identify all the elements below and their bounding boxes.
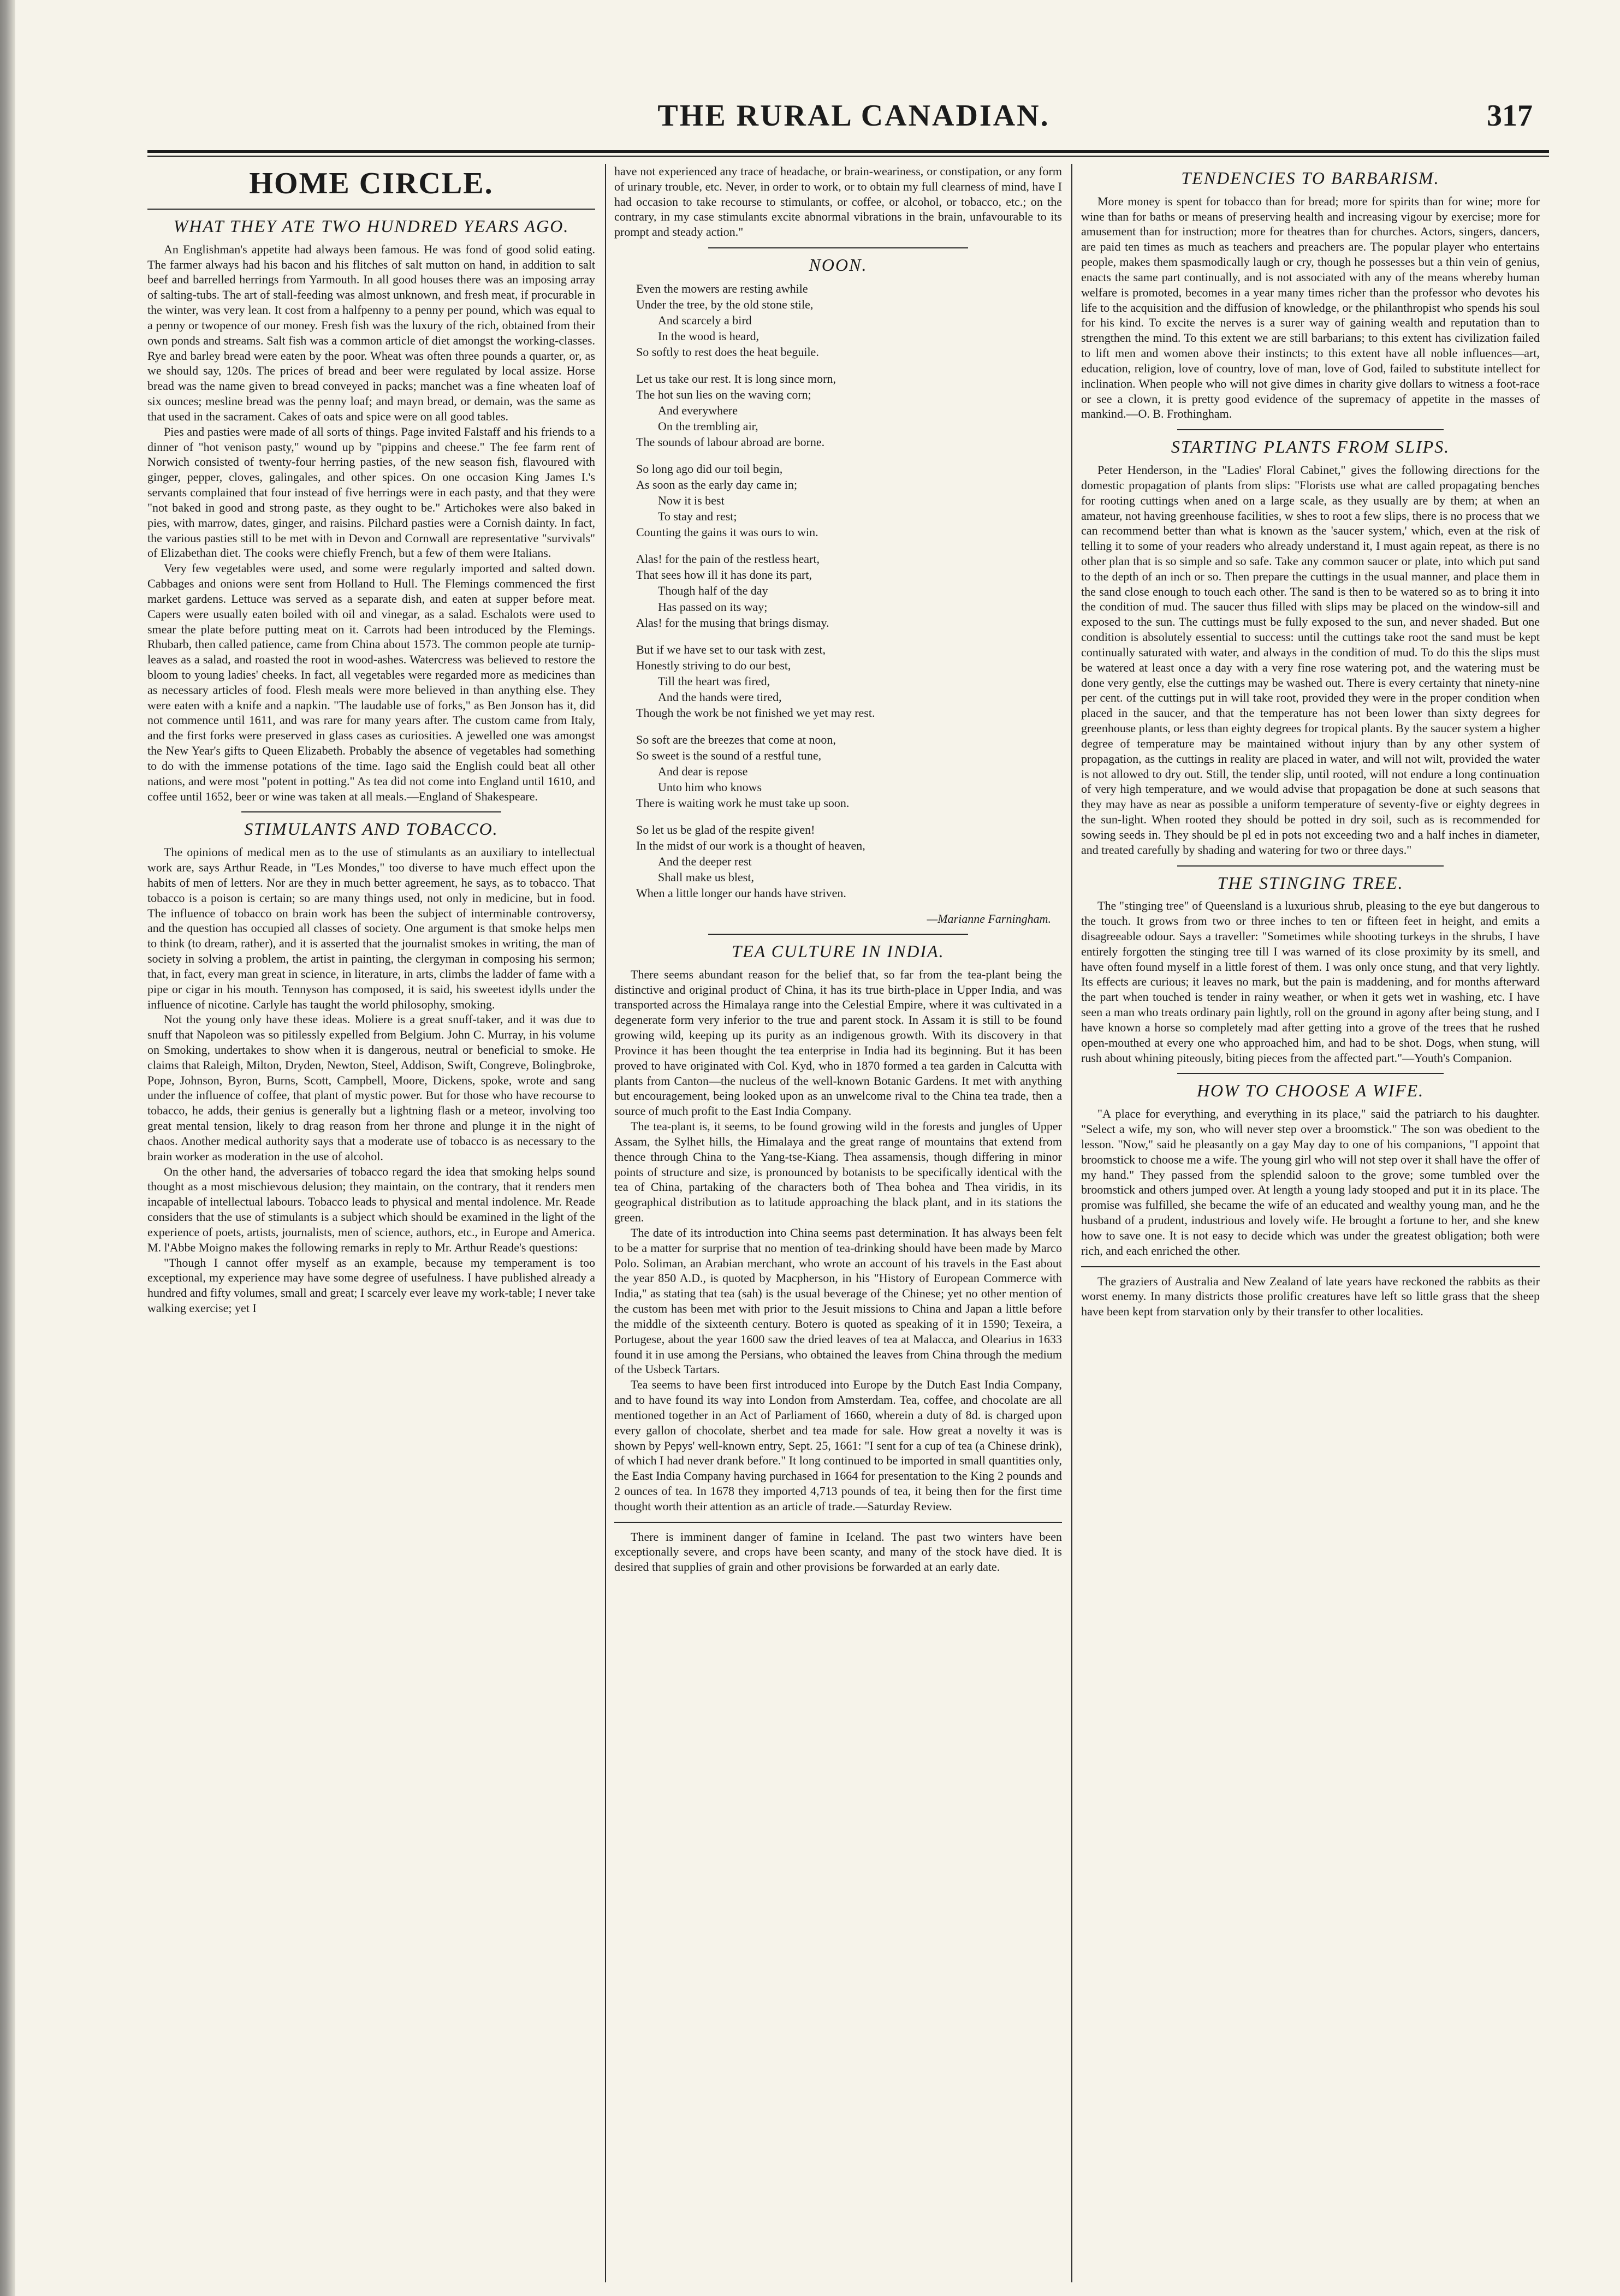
article-title: THE STINGING TREE. (1217, 873, 1404, 893)
column-divider (605, 164, 606, 2282)
article-paragraph: The date of its introduction into China seems past determination. It has always been felt to be a matter for surprise that no mention of tea-drinking should have been made by Marco Polo. Soliman, an Arabian merchant, who wrote an account of his travels in the East about the year 850 A.D., is quoted by Macpherson, in his "History of European Commerce with India," as stating that tea (sah) is the usual beverage of the Chinese; yet no other mention of the custom has been met with prior to the Jesuit missions to China and Japan a little before the middle of the sixteenth century. Botero is quoted as speaking of it in 1590; Texeira, a Portugese, about the year 1600 saw the dried leaves of tea at Malacca, and Olearius in 1633 found it in use among the Persians, who obtained the leaves from China through the medium of the Usbeck Tartars. (614, 1225, 1062, 1377)
article-rule (1177, 865, 1443, 867)
article-paragraph: The tea-plant is, it seems, to be found growing wild in the forests and jungles of Upper Assam, the Sylhet hills, the Himalaya and the great range of mountains that extend from thence through China to the Yang-tse-Kiang. Thea assamensis, though differing in minor points of structure and size, is pronounced by botanists to be specifically identical with the tea of China, partaking of the characters both of Thea bohea and Thea viridis, in its geographical distribution as to latitude approaching the black plant, and in its stations the green. (614, 1119, 1062, 1225)
column-left (147, 164, 595, 2282)
page-header (153, 98, 1554, 142)
poem-line: And scarcely a bird (658, 313, 752, 327)
column-divider (1071, 164, 1072, 2282)
article-paragraph: On the other hand, the adversaries of tobacco regard the idea that smoking helps sound thought as a most mischievous delusion; they maintain, on the contrary, that it renders men incapable of intellectual labours. Tobacco leads to physical and mental indolence. Mr. Reade considers that the use of stimulants is a subject which should be examined in the light of the experience of poets, artists, journalists, men of science, authors, etc., in Europe and America. M. l'Abbe Moigno makes the following remarks in reply to Mr. Arthur Reade's questions: (147, 1164, 595, 1254)
article-paragraph: Not the young only have these ideas. Moliere is a great snuff-taker, and it was due to snuff that Napoleon was so pitilessly expelled from Belgium. John C. Murray, in his volume on Smoking, undertakes to show when it is dangerous, neutral or beneficial to smoke. He claims that Raleigh, Milton, Dryden, Newton, Steel, Addison, Swift, Congreve, Bolingbroke, Pope, Johnson, Byron, Burns, Scott, Campbell, Moore, Dickens, spoke, wrote and sang under the influence of coffee, that plant of mystic power. But for those who have recourse to tobacco, he adds, their genius is generally but a lightning flash or a meteor, involving too great mental tension, likely to drag reason from her throne and plunge it in the night of chaos. Another medical authority says that a moderate use of tobacco is as necessary to the brain worker as moderation in the use of alcohol. (147, 1012, 595, 1163)
poem-line: As soon as the early day came in; (636, 478, 798, 492)
article-title: STIMULANTS AND TOBACCO. (244, 819, 499, 839)
article-paragraph: There is imminent danger of famine in Iceland. The past two winters have been exceptionally severe, and crops have been scanty, and many of the stock have died. It is desired that supplies of grain and other provisions be forwarded at an early date. (614, 1529, 1062, 1574)
poem-line: In the wood is heard, (658, 329, 759, 343)
article-rule (708, 934, 968, 935)
poem-line: And everywhere (658, 404, 738, 418)
article-paragraph: There seems abundant reason for the belief that, so far from the tea-plant being the distinctive and original product of China, it has its true birth-place in Upper India, and was transported across the Himalaya range into the Celestial Empire, where it was cultivated in a degenerate form very inferior to the true and parent stock. In Assam it is still to be found growing wild, keeping up its purity as an indigenous growth. With its discovery in that Province it has been thought the tea enterprise in India had its beginning. But it has been proved to have originated with Col. Kyd, who in 1870 formed a tea garden in Calcutta with plants from Canton—the nucleus of the well-known Botanic Gardens. It met with anything but encouragement, being looked upon as an unwelcome rival to the China tea trade, then a source of much profit to the East India Company. (614, 967, 1062, 1118)
article-paragraph: The opinions of medical men as to the use of stimulants as an auxiliary to intellectual work are, says Arthur Reade, in "Les Mondes," too diverse to have much effect upon the habits of men of letters. Nor are they in much better agreement, he says, as to tobacco. That tobacco is a poison is certain; so are many things used, not only in medicine, but in food. The influence of tobacco on brain work has been the subject of interminable controversy, and the question has occupied all classes of society. One argument is that smoke helps men to think (to dream, rather), and it is asserted that the journalist smokes in writing, the man of society in solving a problem, the artist in painting, the clergyman in composing his sermon; that, in fact, every man great in science, in literature, in arts, climbs the ladder of fame with a pipe or cigar in his mouth. Tennyson has composed, it is said, his sweetest idylls under the influence of nicotine. Carlyle has taught the world philosophy, smoking. (147, 845, 595, 1011)
poem-line: The hot sun lies on the waving corn; (636, 388, 811, 402)
poem-line: In the midst of our work is a thought of heaven, (636, 838, 865, 852)
poem-line: So softly to rest does the heat beguile. (636, 345, 819, 359)
poem-line: And dear is repose (658, 764, 748, 778)
article-paragraph: The "stinging tree" of Queensland is a luxurious shrub, pleasing to the eye but dangerous to the touch. It grows from two or three inches to ten or fifteen feet in height, and emits a disagreeable odour. Says a traveller: "Sometimes while shooting turkeys in the shrubs, I have entirely forgotten the stinging tree till I was warned of its close proximity by its smell, and have often found myself in a little forest of them. I was only once stung, and that very lightly. Its effects are curious; it leaves no mark, but the pain is maddening, and for months afterward the part when touched is tender in rainy weather, or when it gets wet in washing, etc. I have seen a man who treats ordinary pain lightly, roll on the ground in agony after being stung, and I have known a horse so completely mad after getting into a grove of the trees that he rushed open-mouthed at every one who approached him, and had to be shot. Dogs, when stung, will rush about whining piteously, biting pieces from the affected part."—Youth's Companion. (1081, 899, 1540, 1065)
poem-line: On the trembling air, (658, 419, 758, 434)
poem-line: There is waiting work he must take up soon. (636, 796, 850, 810)
article-paragraph: An Englishman's appetite had always been famous. He was fond of good solid eating. The farmer always had his bacon and his flitches of salt mutton on hand, in addition to salt beef and barrelled herrings from Yarmouth. In all good houses there was an imposing array of salting-tubs. The art of stall-feeding was almost unknown, and fresh meat, if procurable in the winter, was very lean. It cost from a halfpenny to a penny per pound, which was equal to a penny or twopence of our money. Fresh fish was the luxury of the rich, obtained from their own ponds and streams. Salt fish was a common article of diet amongst the working-classes. Rye and barley bread were eaten by the poor. Wheat was often three pounds a quarter, or, as we should say, 120s. The prices of bread and beer were regulated by local assize. Horse bread was the name given to bread conveyed in packs; manchet was a fine wheaten loaf of six ounces; mesline bread was the penny loaf; and mayn bread, or demain, was the same as that used in the sacrament. Cakes of oats and spice were on all good tables. (147, 242, 595, 423)
poem-stanza (636, 461, 1062, 540)
article-paragraph: More money is spent for tobacco than for bread; more for spirits than for wine; more for wine than for baths or means of preserving health and increasing vigour by exercise; more for amusement than for instruction; more for theatres than for churches. Actors, singers, dancers, are paid ten times as much as teachers and preachers are. The popular player who entertains people, makes them spasmodically laugh or cry, though he possesses but a thin vein of genius, enacts the same part continually, and is not associated with any of the means whereby human welfare is promoted, becomes in a year many times richer than the professor who devotes his life to the acquisition and the diffusion of knowledge, or the philanthropist who spends his soul for his kind. To excite the nerves is a surer way of gaining wealth and reputation than to strengthen the mind. To this extent we are still barbarians; to this extent has civilization failed to lift men and women above their instincts; to this extent have all noble influences—art, education, religion, love of country, love of man, love of God, failed to substitute intellect for inclination. When people who will not give dimes in charity give dollars to witness a foot-race or see a clown, it is pretty good evidence of the supremacy of appetite in the masses of mankind.—O. B. Frothingham. (1081, 194, 1540, 421)
article-title: TEA CULTURE IN INDIA. (732, 941, 945, 962)
poem-line: Though the work be not finished we yet may rest. (636, 705, 875, 720)
poem-stanza (636, 551, 1062, 630)
article-paragraph: have not experienced any trace of headache, or brain-weariness, or constipation, or any form of urinary trouble, etc. Never, in order to work, or to obtain my full clearness of mind, have I had occasion to take recourse to stimulants, or coffee, or alcohol, or tobacco, etc.; on the contrary, in my case stimulants excite abnormal vibrations in the brain, unfavourable to its prompt and steady action." (614, 164, 1062, 239)
poem-stanza (636, 822, 1062, 901)
poem-title: NOON. (809, 255, 868, 275)
poem-stanza (636, 642, 1062, 721)
poem-stanza (636, 281, 1062, 360)
poem-line: That sees how ill it has done its part, (636, 568, 812, 582)
article-title: TENDENCIES TO BARBARISM. (1181, 168, 1440, 188)
poem-line: But if we have set to our task with zest, (636, 642, 826, 656)
poem-line: Till the heart was fired, (658, 674, 770, 688)
poem-line: So let us be glad of the respite given! (636, 822, 815, 836)
poem-line: And the hands were tired, (658, 690, 782, 704)
poem-line: Counting the gains it was ours to win. (636, 525, 818, 539)
poem (636, 281, 1062, 901)
article-rule (1177, 429, 1443, 430)
article-title: STARTING PLANTS FROM SLIPS. (1171, 437, 1450, 457)
poem-line: Unto him who knows (658, 780, 762, 794)
poem-line: Even the mowers are resting awhile (636, 281, 808, 295)
poem-line: Now it is best (658, 494, 725, 508)
poem-line: So sweet is the sound of a restful tune, (636, 748, 822, 762)
poem-line: Though half of the day (658, 584, 768, 598)
poem-stanza (636, 732, 1062, 811)
header-rule (147, 150, 1549, 157)
article-paragraph: "A place for everything, and everything in its place," said the patriarch to his daughter. "Select a wife, my son, who will never step over a broomstick." The son was obedient to the lesson. "Now," said he pleasantly on a gay May day to one of his companions, "I appoint that broomstick to choose me a wife. The young girl who will not step over it shall have the offer of my hand." They passed from the splendid saloon to the grove; some tumbled over the broomstick and others jumped over. At length a young lady stooped and put it in its place. The promise was fulfilled, she became the wife of an educated and wealthy young man, and he the husband of a prudent, industrious and lovely wife. He brought a fortune to her, and she knew how to save one. It is not easy to decide which was under the greatest obligation; both were rich, and each enriched the other. (1081, 1107, 1540, 1257)
article-paragraph: Peter Henderson, in the "Ladies' Floral Cabinet," gives the following directions for the domestic propagation of plants from slips: "Florists use what are called propagating benches for rooting cuttings when aned on a large scale, as they usually are by them; at when an amateur, not having greenhouse facilities, w shes to root a few slips, there is no process that we can recommend better than what is known as the 'saucer system,' which, even at the risk of telling it to some of your readers who already understand it, I must again repeat, as there is no other plan that is so simple and so safe. Take any common saucer or plate, into which put sand to the depth of an inch or so. Then prepare the cuttings in the usual manner, and place them in the sand close enough to touch each other. The sand is then to be watered so as to bring it into the condition of mud. The saucer thus filled with slips may be placed on the window-sill and exposed to the sun. The cuttings must be fully exposed to the sun, and never shaded. But one condition is absolutely essential to success: until the cuttings take root the sand must be kept continually saturated with water, and always in the condition of mud. To do this the slips must be watered at least once a day with a very fine rose watering pot, and the watering must be done very gently, else the cuttings may be washed out. There is every certainty that ninety-nine per cent. of the cuttings put in will take root, provided they were in the proper condition when placed in the saucer, and that the temperature has not been lower than sixty degrees for greenhouse plants, or less than eighty degrees for tropical plants. By the saucer system a higher degree of temperature may be maintained without injury than by any other system of propagation, as the cuttings in reality are placed in water, and will not wilt, provided the water is not allowed to dry out. Still, the tender slip, until rooted, will not endure a long continuation of very high temperature, and we would advise that propagation be done at such seasons that they may have as near as possible a uniform temperature of seventy-five or eighty degrees in the sun-light. When rooted they should be potted in dry soil, such as is recommended for sowing seeds in. They should be pl ed in pots not exceeding two and a half inches in diameter, and treated carefully by shading and watering for two or three days." (1081, 463, 1540, 857)
poem-line: Shall make us blest, (658, 870, 754, 884)
column-right (1081, 164, 1540, 2282)
poem-line: Alas! for the musing that brings dismay. (636, 615, 829, 630)
poem-line: So soft are the breezes that come at noon, (636, 732, 836, 746)
section-rule (147, 209, 595, 210)
section-head: HOME CIRCLE. (249, 167, 494, 200)
article-rule (708, 247, 968, 248)
poem-line: And the deeper rest (658, 854, 752, 868)
poem-line: Let us take our rest. It is long since morn, (636, 372, 836, 386)
poem-line: Under the tree, by the old stone stile, (636, 297, 814, 311)
poem-author: —Marianne Farningham. (927, 912, 1051, 926)
article-rule (1177, 1073, 1443, 1074)
poem-line: When a little longer our hands have striven. (636, 886, 846, 900)
article-paragraph: Tea seems to have been first introduced into Europe by the Dutch East India Company, and to have found its way into London from Amsterdam. Tea, coffee, and chocolate are all mentioned together in an Act of Parliament of 1660, wherein a duty of 8d. is charged upon every gallon of chocolate, sherbet and tea made for sale. How great a novelty it was is shown by Pepys' well-known entry, Sept. 25, 1661: "I sent for a cup of tea (a Chinese drink), of which I had never drank before." It long continued to be imported in small quantities only, the East India Company having purchased in 1664 for presentation to the King 2 pounds and 2 ounces of tea. In 1678 they imported 4,713 pounds of tea, it being then for the first time thought worth their attention as an article of trade.—Saturday Review. (614, 1378, 1062, 1513)
page-number: 317 (1487, 99, 1533, 133)
poem-line: Has passed on its way; (658, 600, 768, 614)
running-title: THE RURAL CANADIAN. (657, 99, 1050, 133)
article-title: HOW TO CHOOSE A WIFE. (1196, 1081, 1425, 1101)
article-rule (1081, 1266, 1540, 1267)
article-paragraph: "Though I cannot offer myself as an example, because my temperament is too exceptional, my experience may have some degree of usefulness. I have published already a hundred and fifty volumes, small and great; I scarcely ever leave my work-table; I never take walking exercise; yet I (147, 1255, 595, 1315)
article-rule (614, 1522, 1062, 1523)
article-rule (241, 811, 501, 812)
article-paragraph: Pies and pasties were made of all sorts of things. Page invited Falstaff and his friends to a dinner of "hot venison pasty," wound up by "pippins and cheese." The fee farm rent of Norwich consisted of twenty-four herring pasties, of the new season fish, flavoured with ginger, pepper, cloves, galingales, and other spices. On one occasion King James I.'s servants complained that four instead of five herrings were in each pasty, and that they were "not baked in good and strong paste, as they ought to be." Artichokes were also baked in pies, with marrow, dates, ginger, and raisins. Pilchard pasties were a Cornish dainty. In fact, the various pasties still to be met with in Devon and Cornwall are representative "survivals" of Elizabethan diet. The cooks were chiefly French, but a few of them were Italians. (147, 424, 595, 560)
column-middle (614, 164, 1062, 2282)
poem-line: To stay and rest; (658, 509, 737, 524)
poem-line: The sounds of labour abroad are borne. (636, 435, 825, 449)
article-title: WHAT THEY ATE TWO HUNDRED YEARS AGO. (173, 216, 569, 236)
poem-line: Alas! for the pain of the restless heart, (636, 552, 820, 566)
article-paragraph: Very few vegetables were used, and some were regularly imported and salted down. Cabbages and onions were sent from Holland to Hull. The Flemings commenced the first market gardens. Lettuce was served as a separate dish, and eaten at supper before meat. Capers were usually eaten boiled with oil and vinegar, as a salad. Eschalots were used to smear the plate before putting meat on it. Carrots had been introduced by the Flemings. Rhubarb, then called patience, came from China about 1573. The common people ate turnip-leaves as a salad, and roasted the root in wood-ashes. Watercress was believed to restore the bloom to young ladies' cheeks. In fact, all vegetables were regarded more as medicines than as necessary articles of food. Flesh meals were more believed in than anything else. They were eaten with a knife and a napkin. "The laudable use of forks," as Ben Jonson has it, did not commence until 1611, and was rare for many years after. The custom came from Italy, and the first forks were preserved in glass cases as curiosities. A jewelled one was amongst the New Year's gifts to Queen Elizabeth. Probably the absence of vegetables had something to do with the immense potations of the time. Iago said the English could beat all other nations, and were most "potent in potting." As tea did not come into England until 1610, and coffee until 1652, beer or wine was taken at all meals.—England of Shakespeare. (147, 561, 595, 803)
poem-stanza (636, 371, 1062, 450)
article-paragraph: The graziers of Australia and New Zealand of late years have reckoned the rabbits as their worst enemy. In many districts those prolific creatures have left so little grass that the sheep have been kept from starvation only by their transfer to other localities. (1081, 1274, 1540, 1319)
binding-shadow (0, 0, 15, 2296)
poem-line: So long ago did our toil begin, (636, 462, 783, 476)
poem-line: Honestly striving to do our best, (636, 658, 791, 672)
